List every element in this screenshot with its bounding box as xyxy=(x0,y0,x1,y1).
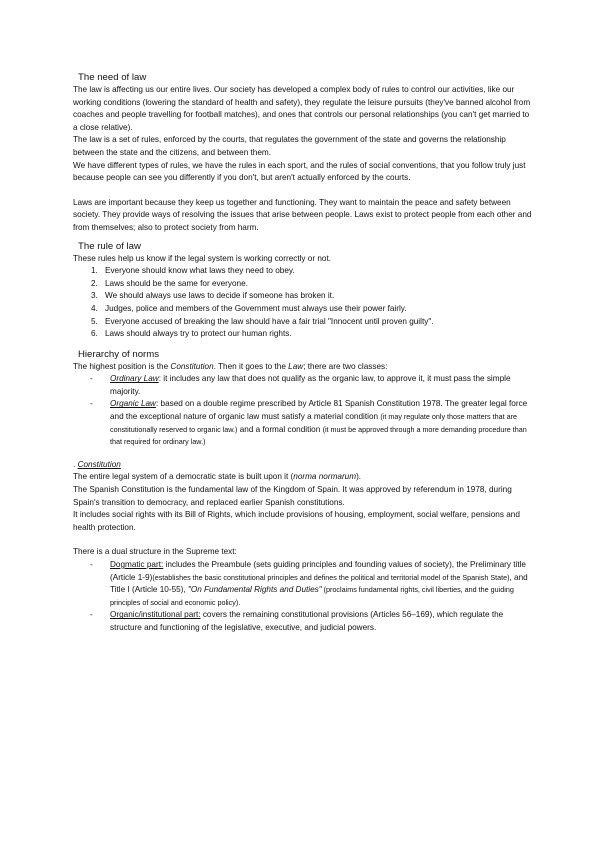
paragraph: The law is affecting us our entire lives. Our society has developed a complex body of rules to control our activities, like our working conditions (lowering the standard of health and safety), they regulate the leisure pursuits (they've banned alcohol from coaches and people travelling for football matches), and ones that controls our personal relationships (you can't get married to a close relative). xyxy=(73,85,531,132)
document-page xyxy=(73,72,535,635)
list-item: 3. We should always use laws to decide if someone has broken it. xyxy=(91,291,335,301)
heading-constitution: . Constitution xyxy=(73,459,121,469)
list-item-organic-law: - Organic Law: based on a double regime prescribed by Article 81 Spanish Constitution 1978. The greater legal force and the exceptional nature of organic law must satisfy a material condition (it may regulate only those matters that are constitutionally reserved to organic law.) and a formal condition (it must be approved through a more demanding procedure than that required for ordinary law.) xyxy=(90,399,528,447)
list-item: 4. Judges, police and members of the Government must always use their power fairly. xyxy=(91,303,407,313)
list-item: 2. Laws should be the same for everyone. xyxy=(91,278,248,288)
list-item-organic-part: - Organic/institutional part: covers the remaining constitutional provisions (Articles 56–169), which regulate the structure and functioning of the legislative, executive, and judicial powers. xyxy=(90,610,504,632)
list-item: 1. Everyone should know what laws they need to obey. xyxy=(91,266,295,276)
heading-need-of-law: The need of law xyxy=(78,72,147,83)
paragraph: We have different types of rules, we have the rules in each sport, and the rules of social conventions, that you follow truly just because people can see you differently if you don't, but aren't actually enforced by the courts. xyxy=(73,160,526,183)
list-item-ordinary-law: - Ordinary Law: it includes any law that does not qualify as the organic law, to approve it, it must pass the simple majority. xyxy=(90,374,511,396)
heading-rule-of-law: The rule of law xyxy=(78,240,141,252)
paragraph: Laws are important because they keep us together and functioning. They want to maintain the peace and safety between society. They provide ways of resolving the issues that arise between people. Laws exist to protect people from each other and from themselves; also to protect society from harm. xyxy=(73,197,532,232)
paragraph: It includes social rights with its Bill of Rights, which include provisions of housing, employment, social welfare, pensions and health protection. xyxy=(73,510,520,532)
list-item: 5. Everyone accused of breaking the law should have a fair trial "Innocent until proven guilty". xyxy=(91,316,434,326)
dash-list xyxy=(73,373,535,449)
paragraph: These rules help us know if the legal system is working correctly or not. xyxy=(73,253,332,263)
paragraph: The law is a set of rules, enforced by the courts, that regulates the government of the state and governs the relationship between the state and the citizens, and between them. xyxy=(73,135,506,157)
heading-hierarchy-of-norms: Hierarchy of norms xyxy=(78,348,160,360)
paragraph: The entire legal system of a democratic state is built upon it (norma normarum). xyxy=(73,472,362,482)
paragraph: There is a dual structure in the Supreme text: xyxy=(73,547,237,557)
paragraph: The highest position is the Constitution. Then it goes to the Law; there are two classes: xyxy=(73,361,388,371)
numbered-list xyxy=(73,265,535,341)
dash-list xyxy=(73,559,535,635)
list-item: 6. Laws should always try to protect our human rights. xyxy=(91,329,292,339)
list-item-dogmatic-part: - Dogmatic part: includes the Preambule (sets guiding principles and founding values of society), the Preliminary title (Article 1-9)(establishes the basic constitutional principles and defines the political and territorial model of the Spanish State), and Title I (Article 10-55), "On Fundamental Rights and Duties" (proclaims fundamental rights, civil liberties, and the guiding principles of social and economic policy). xyxy=(90,560,528,607)
paragraph: The Spanish Constitution is the fundamental law of the Kingdom of Spain. It was approved by referendum in 1978, during Spain's transition to democracy, and replaced earlier Spanish constitutions. xyxy=(73,485,512,507)
